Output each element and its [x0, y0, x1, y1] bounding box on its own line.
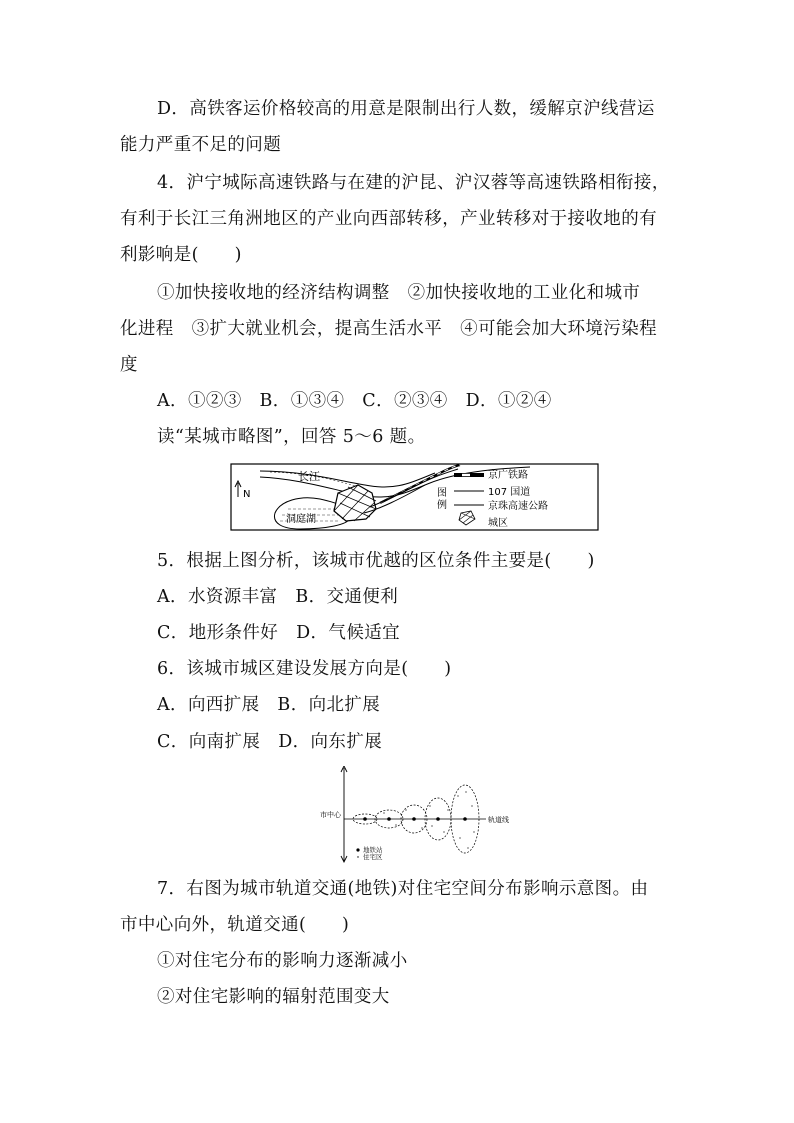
legend-residential: 住宅区 — [363, 853, 383, 861]
legend-city: 城区 — [488, 518, 508, 529]
options-6b: C．向南扩展 D．向东扩展 — [157, 732, 383, 752]
options-5b: C．地形条件好 D．气候适宜 — [157, 623, 401, 643]
river-label: 长江 — [298, 470, 320, 483]
legend-title: 图 — [437, 488, 447, 499]
question-5: 5．根据上图分析，该城市优越的区位条件主要是( ) — [157, 551, 595, 571]
north-label: N — [243, 489, 251, 500]
text-line: ①加快接收地的经济结构调整 ②加快接收地的工业化和城市 — [157, 283, 641, 303]
text-line: 能力严重不足的问题 — [120, 135, 282, 155]
text-line: 有利于长江三角洲地区的产业向西部转移，产业转移对于接收地的有 — [120, 209, 657, 229]
rail-line-label: 轨道线 — [488, 816, 509, 824]
text-line: 度 — [120, 355, 138, 375]
legend-highway: 京珠高速公路 — [488, 501, 548, 512]
options-5a: A．水资源丰富 B．交通便利 — [157, 587, 399, 607]
lake-label: 洞庭湖 — [286, 514, 316, 525]
metro-figure — [318, 766, 518, 870]
text-line: D．高铁客运价格较高的用意是限制出行人数，缓解京沪线营运 — [157, 99, 655, 119]
options-4: A．①②③ B．①③④ C．②③④ D．①②④ — [157, 391, 552, 411]
city-map-figure — [230, 463, 600, 537]
text-line: 市中心向外，轨道交通( ) — [120, 915, 350, 935]
legend-station: 地铁站 — [363, 846, 383, 854]
statement-1: ①对住宅分布的影响力逐渐减小 — [157, 951, 408, 971]
question-7: 7．右图为城市轨道交通(地铁)对住宅空间分布影响示意图。由 — [157, 879, 649, 899]
legend-road: 107 国道 — [488, 487, 531, 498]
options-6a: A．向西扩展 B．向北扩展 — [157, 695, 381, 715]
city-center-label: 市中心 — [320, 811, 341, 819]
legend-title: 例 — [437, 500, 447, 511]
statement-2: ②对住宅影响的辐射范围变大 — [157, 987, 390, 1007]
question-6: 6．该城市城区建设发展方向是( ) — [157, 659, 452, 679]
question-4: 4．沪宁城际高速铁路与在建的沪昆、沪汉蓉等高速铁路相衔接， — [157, 173, 670, 193]
text-line: 利影响是( ) — [120, 245, 242, 265]
legend-railway: 京广铁路 — [488, 470, 528, 481]
text-line: 化进程 ③扩大就业机会，提高生活水平 ④可能会加大环境污染程 — [120, 319, 657, 339]
map-intro: 读“某城市略图”，回答 5～6 题。 — [157, 427, 426, 447]
